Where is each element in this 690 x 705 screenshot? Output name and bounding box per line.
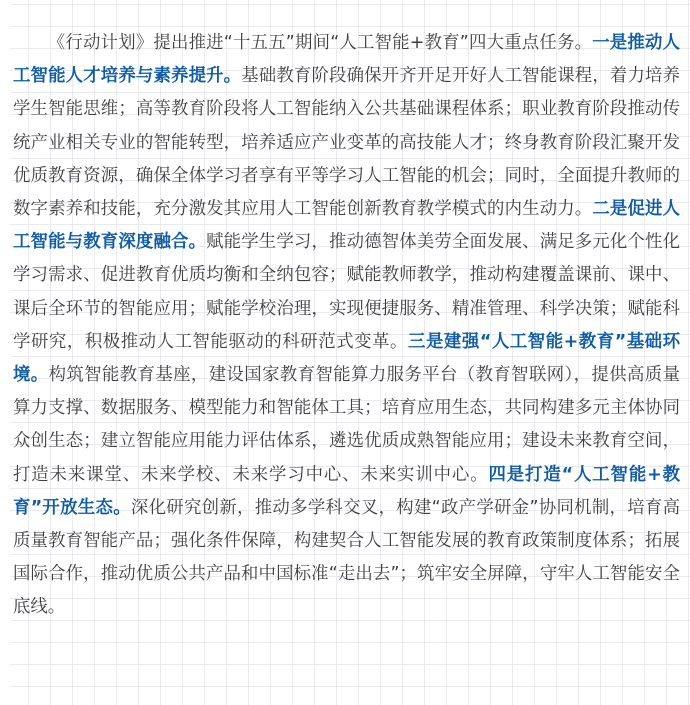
task-three-body: 构筑智能教育基座，建设国家教育智能算力服务平台（教育智联网），提供高质量算力支撑、数据服务、模型能力和智能体工具；培育应用生态，共同构建多元主体协同众创生态；建立智能应用能力评估体系，遴选优质成熟智能应用；建设未来教育空间，打造未来课堂、未来学校、未来学习中心、未来实训中心。: [13, 365, 680, 485]
task-three-heading: 三是建强“人工智能+教育”基础环境。: [13, 331, 680, 386]
task-four-body: 深化研究创新，推动多学科交叉，构建“政产学研金”协同机制，培育高质量教育智能产品；强化条件保障，构建契合人工智能发展的教育政策制度体系；拓展国际合作，推动优质公共产品和中国标准“走出去”；筑牢安全屏障，守牢人工智能安全底线。: [13, 497, 680, 618]
task-one-body: 基础教育阶段确保开齐开足开好人工智能课程，着力培养学生智能思维；高等教育阶段将人工智能纳入公共基础课程体系；职业教育阶段推动传统产业相关专业的智能转型，培养适应产业变革的高技能人才；终身教育阶段汇聚开发优质教育资源，确保全体学习者享有平等学习人工智能的机会；同时，全面提升教师的数字素养和技能，充分激发其应用人工智能创新教育教学模式的内生动力。: [13, 66, 680, 220]
task-four-heading: 四是打造“人工智能+教育”开放生态。: [13, 464, 680, 518]
intro-sentence: 《行动计划》提出推进“十五五”期间“人工智能+教育”四大重点任务。: [47, 33, 593, 53]
left-margin-strip: [0, 0, 10, 705]
task-two-body: 赋能学生学习，推动德智体美劳全面发展、满足多元化个性化学习需求、促进教育优质均衡和全纳包容；赋能教师教学，推动构建覆盖课前、课中、课后全环节的智能应用；赋能学校治理，实现便捷服务、精准管理、科学决策；赋能科学研究，积极推动人工智能驱动的科研范式变革。: [13, 232, 680, 352]
article-paragraph: [13, 27, 680, 625]
task-one-heading: 一是推动人工智能人才培养与素养提升。: [13, 33, 680, 87]
task-two-heading: 二是促进人工智能与教育深度融合。: [13, 199, 680, 253]
